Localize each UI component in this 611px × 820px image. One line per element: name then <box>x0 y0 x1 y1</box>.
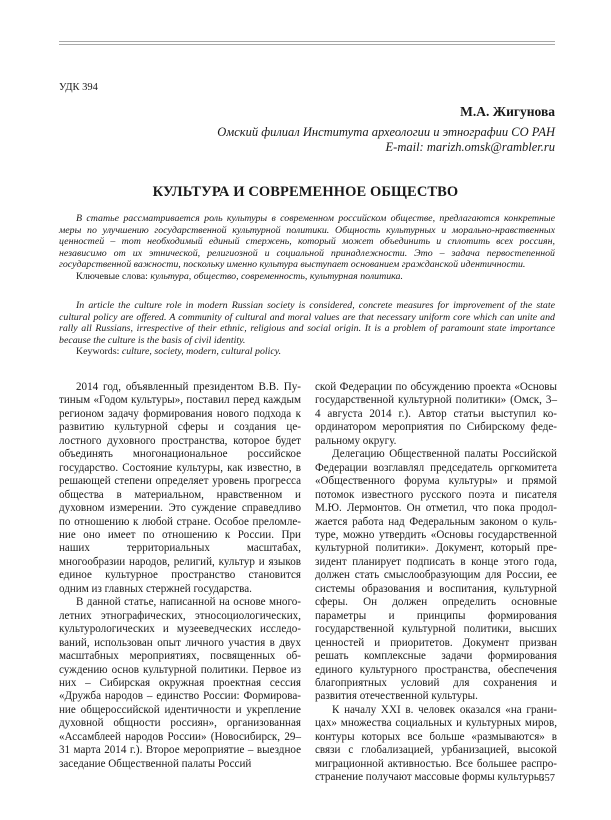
keywords-en-values: culture, society, modern, cultural policy. <box>121 346 282 358</box>
body-paragraph: 2014 год, объявленный президентом В.В. Путиным «Годом культуры», поставил перед каждым регионом задачу формирования нового подхода к развитию культурной сферы и создания целостного духовного пространства, которое будет объединять многонациональное российское государство. Состояние культуры, как известно, в решающей степени определяет уровень прогресса общества в материальном, нравственном и духовном измерении. Это суждение справедливо по отношению к любой стране. Особое преломление оно имеет по отношению к России. При наших территориальных масштабах, многообразии народов, религий, культур и языков единое культурное пространство становится одним из главных стержней государства. <box>59 381 301 595</box>
body-paragraph: К началу XXI в. человек оказался «на границах» множества социальных и культурных миров, контуры которых все больше «размываются» в связи с глобализацией, урбанизацией, высокой миграционной активностью. Все большее распространение получают массовые формы культуры. <box>315 703 557 784</box>
page-number: 357 <box>539 773 555 784</box>
body-column-left <box>59 381 301 771</box>
keywords-en <box>59 346 555 358</box>
body-column-right <box>315 381 557 785</box>
keywords-ru <box>59 271 555 283</box>
abstract-en-text: In article the culture role in modern Russian society is considered, concrete measures for improvement of the state cultural policy are offered. A community of cultural and moral values are that necessary uniform core which can unite and rally all Russians, irrespective of their ethnic, religious and social origin. It is a problem of paramount state importance because the culture is the basis of civil identity. <box>59 300 555 346</box>
author-block <box>217 103 555 155</box>
keywords-ru-values: культура, общество, современность, культурная политика. <box>150 270 403 282</box>
keywords-ru-label: Ключевые слова: <box>76 270 148 282</box>
body-paragraph-continuation: ской Федерации по обсуждению проекта «Основы государственной культурной политики» (Омск, 3–4 августа 2014 г.). Автор статьи выступил координатором мероприятия по Сибирскому федеральному округу. <box>315 381 557 447</box>
keywords-en-label: Keywords: <box>76 346 120 358</box>
author-name: М.А. Жигунова <box>460 104 555 119</box>
udk-code: УДК 394 <box>59 82 98 93</box>
abstract-russian <box>59 213 555 283</box>
author-affiliation: Омский филиал Института археологии и этнографии СО РАН <box>217 125 555 139</box>
body-paragraph: В данной статье, написанной на основе многолетних этнографических, этносоциологических, культурологических и музееведческих исследований, использован опыт личного участия в двух масштабных мероприятиях, посвященных обсуждению основ культурной политики. Первое из них – Сибирская окружная проектная сессия «Дружба народов – единство России: Формирование общероссийской идентичности и укрепление духовной общности россиян», организованная «Ассамблеей народов России» (Новосибирск, 29–31 марта 2014 г.). Второе мероприятие – выездное заседание Общественной палаты Россий <box>59 596 301 770</box>
body-paragraph: Делегацию Общественной палаты Российской Федерации возглавлял председатель оргкомитета «Общественного форума культуры» и прямой потомок известного русского поэта и писателя М.Ю. Лермонтов. Он отметил, что пока продолжается работа над Федеральным законом о культуре, можно утвердить «Основы государственной культурной политики». Документ, который президент планирует подписать в конце этого года, должен стать смыслообразующим для России, ее системы образования и воспитания, культурной сферы. Он должен определить основные параметры и принципы формирования государственной культурной политики, высших ценностей и приоритетов. Документ призван решать комплексные задачи формирования единого культурного пространства, обеспечения благоприятных условий для сохранения и развития отечественной культуры. <box>315 448 557 703</box>
author-email: E-mail: marizh.omsk@rambler.ru <box>385 140 555 154</box>
header-rule-top <box>59 41 555 42</box>
abstract-ru-text: В статье рассматривается роль культуры в современном российском обществе, предлагаются конкретные меры по улучшению государственной культурной политики. Общность культурных и морально-нравственных ценностей – тот необходимый единый стержень, который может объединить и сплотить всех россиян, независимо от их этнической, религиозной и социальной принадлежности. Это – задача первостепенной государственной важности, поскольку именно культура выступает основанием гражданской идентичности. <box>59 213 555 271</box>
header-rule-bottom <box>59 44 555 45</box>
article-title: КУЛЬТУРА И СОВРЕМЕННОЕ ОБЩЕСТВО <box>152 184 459 200</box>
abstract-english <box>59 300 555 358</box>
